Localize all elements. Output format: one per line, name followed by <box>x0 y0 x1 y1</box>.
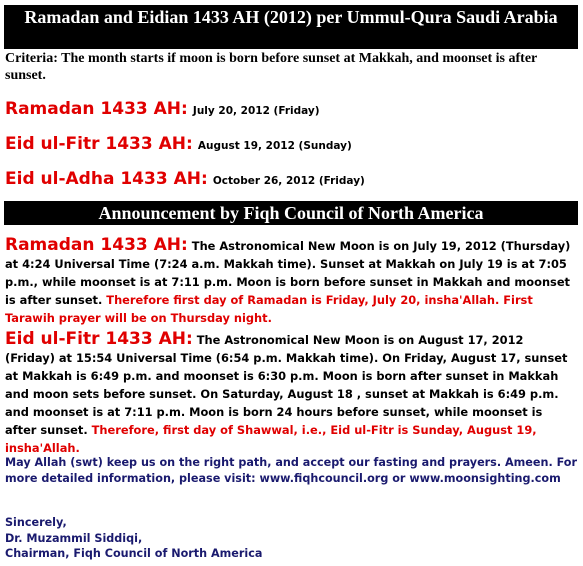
para-label: Ramadan 1433 AH: <box>5 235 188 255</box>
signer-name: Dr. Muzammil Siddiqi, <box>5 531 143 545</box>
link-fiqhcouncil[interactable]: www.fiqhcouncil.org <box>259 471 389 485</box>
date-label: Eid ul-Adha 1433 AH: <box>5 169 208 189</box>
date-ramadan <box>5 99 320 119</box>
para-conclusion: Therefore, first day of Shawwal, i.e., Eid ul-Fitr is Sunday, August 19, insha'Allah. <box>5 423 537 455</box>
link-moonsighting[interactable]: www.moonsighting.com <box>409 471 561 485</box>
date-label: Ramadan 1433 AH: <box>5 99 188 119</box>
date-eid-adha <box>5 169 365 189</box>
signature <box>5 515 577 562</box>
eid-announcement <box>5 330 577 457</box>
criteria-text: Criteria: The month starts if moon is born before sunset at Makkah, and moonset is after sunset. <box>5 51 537 83</box>
prayer-text: May Allah (swt) keep us on the right path, and accept our fasting and prayers. Ameen. For more detailed information, please visit: <box>5 456 577 485</box>
date-value: July 20, 2012 (Friday) <box>192 105 320 117</box>
page-title: Ramadan and Eidian 1433 AH (2012) per Ummul-Qura Saudi Arabia <box>4 5 578 49</box>
signoff: Sincerely, <box>5 516 67 529</box>
signer-role: Chairman, Fiqh Council of North America <box>5 547 263 560</box>
para-body: The Astronomical New Moon is on August 17, 2012 (Friday) at 15:54 Universal Time (6:54 p.m. Makkah time). On Friday, August 17, sunset at Makkah is 6:49 p.m. and moonset is 6:30 p.m. Moon is born after sunset in Makkah and moon sets before sunset. On Saturday, August 18 , sunset at Makkah is 6:49 p.m. and moonset is at 7:11 p.m. Moon is born 24 hours before sunset, while moonset is after sunset. <box>5 333 568 437</box>
announcement-title: Announcement by Fiqh Council of North America <box>4 201 578 225</box>
date-value: August 19, 2012 (Sunday) <box>197 140 352 152</box>
para-label: Eid ul-Fitr 1433 AH: <box>5 329 193 349</box>
date-label: Eid ul-Fitr 1433 AH: <box>5 134 193 154</box>
ramadan-announcement <box>5 236 577 327</box>
para-conclusion: Therefore first day of Ramadan is Friday, July 20, insha'Allah. First Tarawih prayer will be on Thursday night. <box>5 293 533 325</box>
date-eid-fitr <box>5 134 352 154</box>
or-text: or <box>388 471 410 485</box>
date-value: October 26, 2012 (Friday) <box>212 175 365 187</box>
closing-prayer <box>5 455 577 486</box>
para-body: The Astronomical New Moon is on July 19, 2012 (Thursday) at 4:24 Universal Time (7:24 a.m. Makkah time). Sunset at Makkah on July 19 is at 7:05 p.m., while moonset is at 7:11 p.m. Moon is born before sunset in Makkah and moonset is after sunset. <box>5 239 571 307</box>
